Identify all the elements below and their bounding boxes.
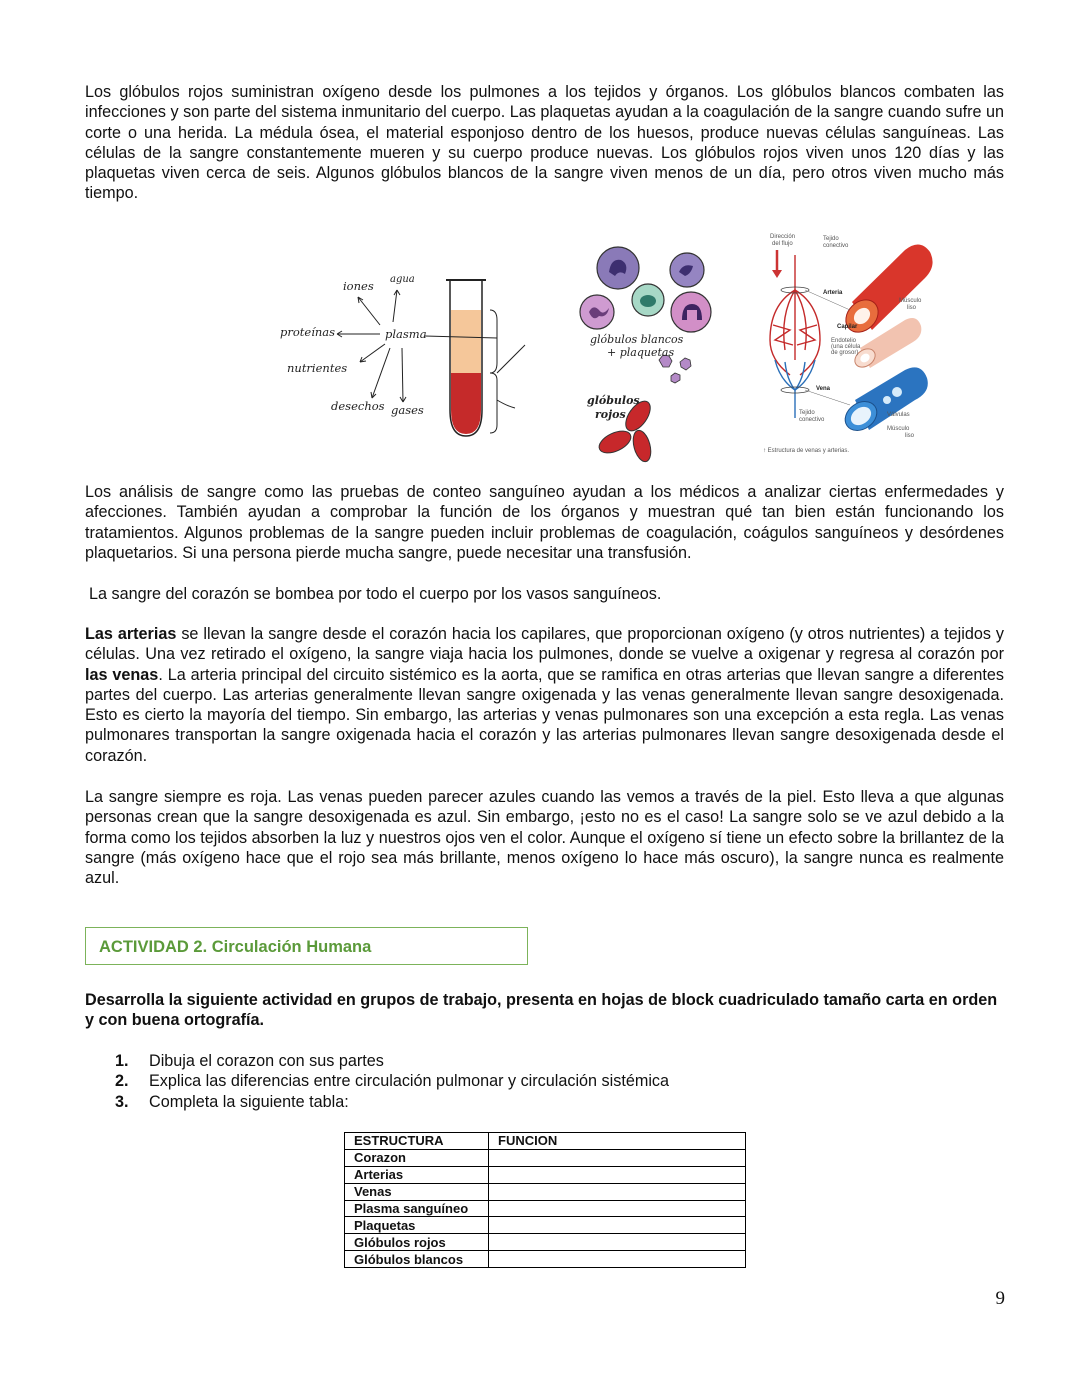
row-function-cell[interactable] xyxy=(489,1183,746,1200)
list-number: 1. xyxy=(115,1052,129,1070)
paragraph-blood-tests: Los análisis de sangre como las pruebas de conteo sanguíneo ayudan a los médicos a analizar ciertas enfermedades y afecciones. También ayudan a comprobar la función de los órganos y muestran qué tan bien están funcionando los tratamientos. Algunos problemas de la sangre pueden incluir problemas de coagulación, coágulos sanguíneos y desórdenes plaquetarios. Si una persona pierde mucha sangre, puede necesitar una transfusión. xyxy=(85,483,1004,562)
label-direccion-2: del flujo xyxy=(772,241,793,247)
label-agua: agua xyxy=(390,274,415,285)
label-capilar: Capilar xyxy=(837,324,858,330)
label-tejido-2: conectivo xyxy=(823,243,849,249)
label-endotelio-1: Endotelio xyxy=(831,338,857,344)
table-row xyxy=(345,1183,746,1200)
label-plaquetas: + plaquetas xyxy=(607,346,675,359)
row-structure: Arterias xyxy=(345,1166,489,1183)
label-vena: Vena xyxy=(816,386,831,392)
row-function-cell[interactable] xyxy=(489,1217,746,1234)
page-number: 9 xyxy=(995,1288,1005,1309)
table-row xyxy=(345,1166,746,1183)
label-tejido-b-2: conectivo xyxy=(799,417,825,423)
paragraph-arteries-veins xyxy=(85,624,1004,766)
blood-illustrations xyxy=(275,230,922,466)
vein-tube xyxy=(840,367,928,436)
list-item xyxy=(115,1092,669,1112)
header-funcion: FUNCION xyxy=(489,1133,746,1150)
list-text: Completa la siguiente tabla: xyxy=(149,1092,349,1111)
arteries-text-2: . La arteria principal del circuito sistémico es la aorta, que se ramifica en otras arterias que llevan sangre a diferentes partes del cuerpo. Las arterias generalmente llevan sangre oxigenada y las venas generalmente llevan sangre desoxigenada. Esto es cierto la mayoría del tiempo. Sin embargo, las arterias y venas pulmonares son una excepción a esta regla. Las venas pulmonares transportan la sangre oxigenada hacia el corazón y las arterias pulmonares llevan sangre desoxigenada desde el corazón. xyxy=(85,665,1005,765)
table-row xyxy=(345,1149,746,1166)
label-tejido-1: Tejido xyxy=(823,236,839,242)
label-musculo-b-1: Músculo xyxy=(887,426,910,432)
activity-box xyxy=(85,927,528,965)
label-tejido-b-1: Tejido xyxy=(799,410,815,416)
row-structure: Corazon xyxy=(345,1149,489,1166)
table-header-row xyxy=(345,1133,746,1150)
header-estructura: ESTRUCTURA xyxy=(345,1133,489,1150)
label-globulos-rojos-1: glóbulos xyxy=(587,394,640,407)
row-function-cell[interactable] xyxy=(489,1149,746,1166)
label-valvulas: Válvulas xyxy=(887,412,910,418)
row-structure: Glóbulos rojos xyxy=(345,1234,489,1251)
activity-instruction: Desarrolla la siguiente actividad en grupos de trabajo, presenta en hojas de block cuadriculado tamaño carta en orden y con buena ortografía. xyxy=(85,991,998,1030)
row-structure: Glóbulos blancos xyxy=(345,1251,489,1268)
label-musculo-1: Músculo xyxy=(899,298,922,304)
label-globulos-blancos: glóbulos blancos xyxy=(590,333,684,346)
row-function-cell[interactable] xyxy=(489,1234,746,1251)
label-gases: gases xyxy=(391,403,424,417)
vessel-caption: ↑ Estructura de venas y arterias. xyxy=(763,448,850,454)
label-nutrientes: nutrientes xyxy=(287,361,348,375)
label-arteria: Arteria xyxy=(823,290,843,296)
table-row xyxy=(345,1217,746,1234)
structure-table xyxy=(344,1132,746,1268)
list-text: Explica las diferencias entre circulación pulmonar y circulación sistémica xyxy=(149,1072,670,1091)
label-endotelio-2: (una célula xyxy=(831,344,861,350)
paragraph-blood-cells: Los glóbulos rojos suministran oxígeno desde los pulmones a los tejidos y órganos. Los glóbulos blancos combaten las infecciones y son parte del sistema inmunitario del cuerpo. Las plaquetas ayudan a la coagulación de la sangre cuando sufre un corte o una herida. La médula ósea, el material esponjoso dentro de los huesos, produce nuevas células sanguíneas. Las células de la sangre constantemente mueren y su cuerpo produce nuevas. Los glóbulos rojos viven unos 120 días y las plaquetas viven cerca de seis. Algunos glóbulos blancos de la sangre viven menos de un día, pero otros viven mucho más tiempo. xyxy=(85,83,1004,203)
vessel-structure-diagram xyxy=(763,234,933,454)
plasma-arrows xyxy=(337,290,406,402)
row-structure: Venas xyxy=(345,1183,489,1200)
list-number: 3. xyxy=(115,1092,129,1111)
label-endotelio-3: de grosor) xyxy=(831,350,859,356)
list-text: Dibuja el corazon con sus partes xyxy=(149,1052,384,1070)
table-row xyxy=(345,1234,746,1251)
label-iones: iones xyxy=(343,279,374,293)
list-item xyxy=(115,1071,669,1091)
label-plasma: plasma xyxy=(385,327,427,341)
paragraph-heart-pump: La sangre del corazón se bombea por todo el cuerpo por los vasos sanguíneos. xyxy=(89,585,662,603)
activity-title: ACTIVIDAD 2. Circulación Humana xyxy=(99,938,372,956)
white-blood-cells xyxy=(580,247,711,383)
row-function-cell[interactable] xyxy=(489,1251,746,1268)
row-function-cell[interactable] xyxy=(489,1200,746,1217)
table-row xyxy=(345,1200,746,1217)
term-arterias: Las arterias xyxy=(85,625,177,643)
list-number: 2. xyxy=(115,1072,129,1091)
arteries-text-1: se llevan la sangre desde el corazón hacia los capilares, que proporcionan oxígeno (y otros nutrientes) a tejidos y células. Una vez retirado el oxígeno, la sangre viaja hacia los pulmones, donde se vuelve a oxigenar y regresa al corazón por xyxy=(85,625,1004,664)
label-globulos-rojos-2: rojos xyxy=(595,408,626,421)
figures-row xyxy=(275,230,922,466)
test-tube xyxy=(425,280,525,436)
label-desechos: desechos xyxy=(331,399,385,413)
label-direccion-1: Dirección xyxy=(770,234,796,240)
label-musculo-2: liso xyxy=(907,305,917,311)
term-venas: las venas xyxy=(85,665,159,684)
table-row xyxy=(345,1251,746,1268)
activity-list xyxy=(115,1051,669,1112)
row-structure: Plasma sanguíneo xyxy=(345,1200,489,1217)
blood-composition-diagram xyxy=(280,247,711,464)
row-structure: Plaquetas xyxy=(345,1217,489,1234)
label-proteinas: proteínas xyxy=(280,325,336,339)
paragraph-blood-color: La sangre siempre es roja. Las venas pueden parecer azules cuando las vemos a través de la piel. Esto lleva a que algunas personas crean que la sangre desoxigenada es azul. Sin embargo, ¡esto no es el caso! La sangre solo se ve azul debido a la forma como los tejidos absorben la luz y nuestros ojos ven el color. Aunque el oxígeno sí tiene un efecto sobre la brillantez de la sangre (más oxígeno hace que el rojo sea más brillante, menos oxígeno lo hace más oscuro), la sangre nunca es realmente azul. xyxy=(85,788,1004,888)
list-item xyxy=(115,1051,669,1071)
label-musculo-b-2: liso xyxy=(905,433,915,439)
row-function-cell[interactable] xyxy=(489,1166,746,1183)
